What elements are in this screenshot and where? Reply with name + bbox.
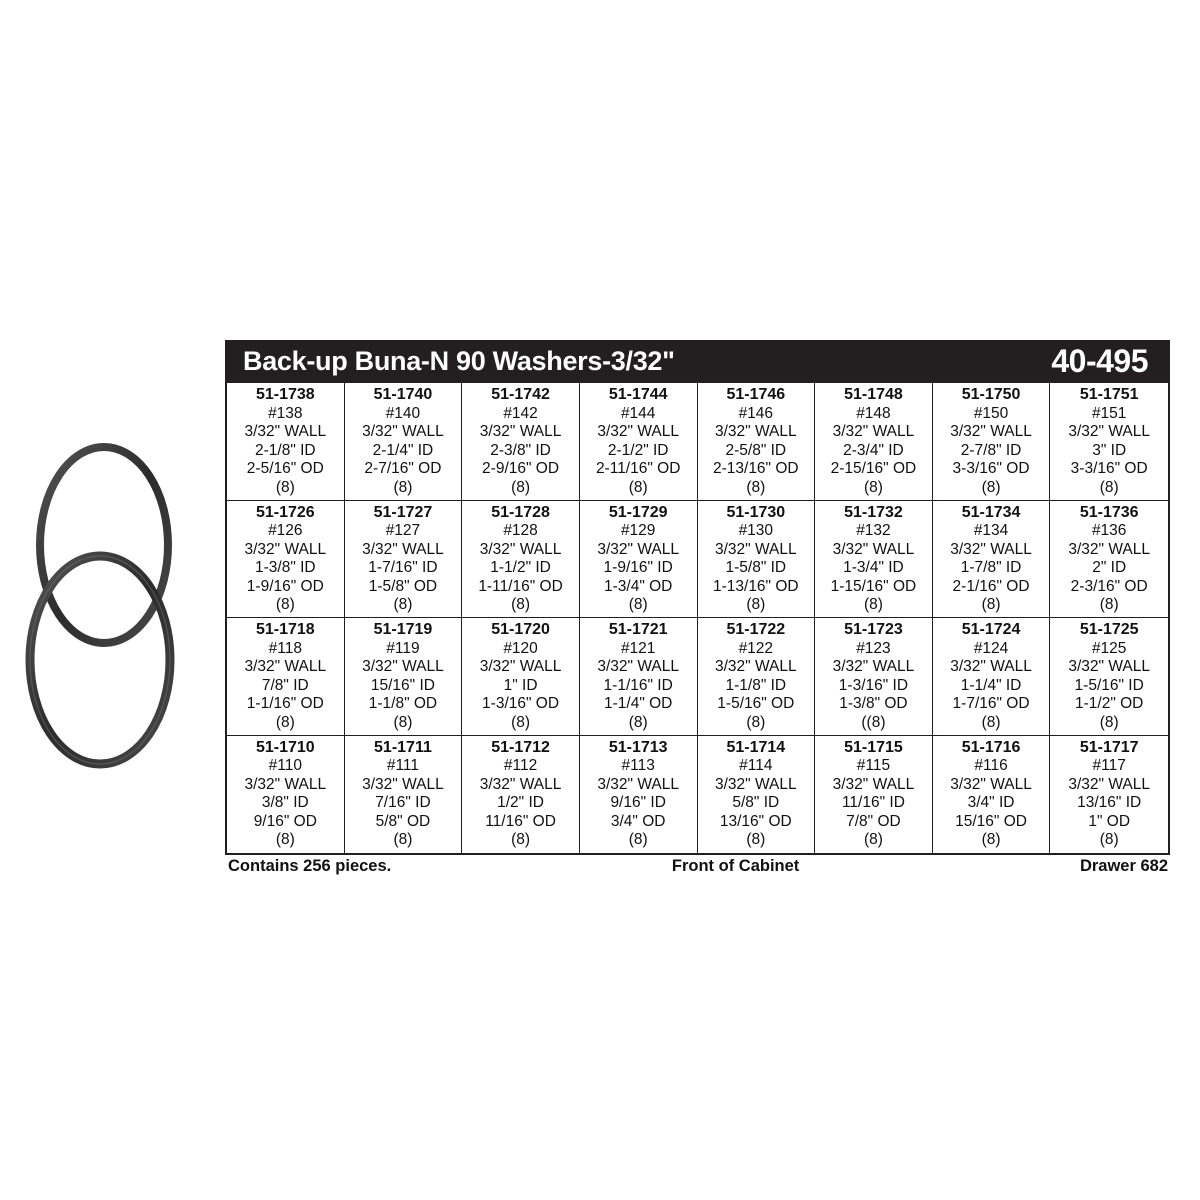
washer-cell: [698, 736, 816, 854]
quantity: (8): [393, 831, 413, 848]
dash-number: #146: [738, 404, 774, 422]
outer-diameter: 1-3/16" OD: [482, 695, 560, 712]
quantity: (8): [746, 831, 766, 848]
dash-number: #136: [1091, 522, 1127, 539]
kit-number: 40-495: [1051, 343, 1148, 379]
outer-diameter: 2-3/16" OD: [1070, 577, 1148, 595]
wall-thickness: 3/32" WALL: [479, 658, 562, 675]
washer-cell: [698, 501, 816, 619]
dash-number: #151: [1091, 404, 1127, 422]
wall-thickness: 3/32" WALL: [479, 775, 562, 793]
dash-number: #111: [386, 757, 420, 774]
quantity: (8): [511, 713, 531, 731]
washer-cell: [1050, 501, 1168, 619]
part-number: 51-1738: [255, 386, 315, 403]
wall-thickness: 3/32" WALL: [832, 423, 915, 440]
wall-thickness: 3/32" WALL: [950, 540, 1032, 558]
drawer-number: Drawer 682: [1079, 857, 1168, 875]
outer-diameter: 1-3/8" OD: [839, 695, 908, 712]
washer-cell: [698, 383, 816, 501]
part-number: 51-1728: [491, 503, 550, 521]
quantity: (8): [511, 831, 531, 848]
wall-thickness: 3/32" WALL: [244, 775, 327, 793]
washer-cell: [580, 383, 698, 501]
inner-diameter: 1-1/4" ID: [960, 676, 1022, 694]
outer-diameter: 9/16" OD: [253, 812, 317, 830]
quantity: (8): [863, 831, 883, 848]
outer-diameter: 1" OD: [1088, 812, 1131, 830]
outer-diameter: 2-7/16" OD: [364, 460, 442, 477]
dash-number: #112: [503, 757, 538, 774]
part-number: 51-1744: [608, 386, 668, 403]
quantity: (8): [275, 478, 295, 496]
part-number: 51-1730: [726, 503, 786, 521]
chart-footer: [225, 855, 1170, 876]
dash-number: #126: [268, 522, 303, 539]
dash-number: #121: [620, 639, 656, 657]
wall-thickness: 3/32" WALL: [715, 540, 797, 558]
quantity: (8): [863, 478, 883, 496]
quantity: (8): [746, 478, 766, 496]
washer-cell: [462, 736, 580, 854]
wall-thickness: 3/32" WALL: [244, 658, 327, 675]
dash-number: #127: [385, 522, 421, 539]
wall-thickness: 3/32" WALL: [832, 775, 915, 793]
dash-number: #128: [503, 522, 538, 539]
quantity: (8): [628, 713, 648, 731]
quantity: (8): [863, 596, 883, 613]
wall-thickness: 3/32" WALL: [950, 658, 1032, 675]
inner-diameter: 2-7/8" ID: [960, 441, 1022, 459]
wall-thickness: 3/32" WALL: [715, 423, 797, 440]
wall-thickness: 3/32" WALL: [362, 775, 444, 793]
outer-diameter: 1-7/16" OD: [952, 695, 1030, 712]
outer-diameter: 1-5/16" OD: [717, 695, 795, 712]
drawer-label-chart: [225, 340, 1170, 876]
washer-cell: [1050, 736, 1168, 854]
part-number: 51-1732: [844, 503, 903, 521]
wall-thickness: 3/32" WALL: [362, 658, 444, 675]
washer-cell: [345, 501, 463, 619]
quantity: (8): [275, 713, 295, 731]
inner-diameter: 2-3/4" ID: [843, 441, 904, 459]
inner-diameter: 1-7/8" ID: [960, 559, 1022, 576]
dash-number: #116: [974, 757, 1008, 774]
outer-diameter: 1-1/8" OD: [368, 695, 438, 712]
washer-cell: [345, 383, 463, 501]
washer-cell: [1050, 618, 1168, 736]
quantity: (8): [981, 596, 1001, 613]
dash-number: #117: [1092, 757, 1126, 774]
quantity: (8): [1099, 713, 1119, 731]
inner-diameter: 2-5/8" ID: [725, 441, 787, 459]
wall-thickness: 3/32" WALL: [950, 775, 1032, 793]
outer-diameter: 2-13/16" OD: [712, 460, 799, 477]
washer-cell: [933, 736, 1051, 854]
washer-rings-icon: [18, 440, 188, 780]
outer-diameter: 1-3/4" OD: [603, 577, 673, 595]
washer-cell: [698, 618, 816, 736]
washer-cell: [933, 383, 1051, 501]
inner-diameter: 2-3/8" ID: [490, 441, 551, 459]
wall-thickness: 3/32" WALL: [950, 423, 1032, 440]
part-number: 51-1714: [726, 738, 786, 756]
dash-number: #150: [973, 404, 1009, 422]
washer-cell: [815, 736, 933, 854]
inner-diameter: 9/16" ID: [610, 794, 666, 811]
back-washer-ring: [40, 447, 168, 643]
dash-number: #125: [1091, 639, 1127, 657]
dash-number: #119: [386, 639, 420, 657]
part-number: 51-1742: [491, 386, 550, 403]
outer-diameter: 1-1/16" OD: [246, 695, 324, 712]
dash-number: #132: [856, 522, 891, 539]
wall-thickness: 3/32" WALL: [362, 540, 444, 558]
washer-cell: [227, 383, 345, 501]
washer-cell: [815, 383, 933, 501]
inner-diameter: 3" ID: [1092, 441, 1127, 459]
part-number: 51-1724: [961, 621, 1021, 638]
dash-number: #113: [621, 757, 655, 774]
outer-diameter: 2-15/16" OD: [830, 460, 917, 477]
washer-cell: [227, 736, 345, 854]
part-number: 51-1710: [255, 738, 315, 756]
outer-diameter: 1-15/16" OD: [830, 577, 917, 595]
washer-cell: [227, 501, 345, 619]
outer-diameter: 13/16" OD: [719, 812, 792, 830]
washer-cell: [462, 501, 580, 619]
washer-cell: [227, 618, 345, 736]
inner-diameter: 7/8" ID: [261, 676, 309, 694]
outer-diameter: 2-1/16" OD: [952, 577, 1030, 595]
wall-thickness: 3/32" WALL: [597, 540, 679, 558]
quantity: (8): [746, 713, 766, 731]
outer-diameter: 1-1/4" OD: [603, 695, 673, 712]
washer-cell: [580, 618, 698, 736]
outer-diameter: 3-3/16" OD: [952, 460, 1030, 477]
inner-diameter: 1-5/8" ID: [725, 559, 787, 576]
part-number: 51-1734: [961, 503, 1021, 521]
part-number: 51-1750: [961, 386, 1021, 403]
inner-diameter: 2-1/2" ID: [607, 441, 669, 459]
inner-diameter: 11/16" ID: [841, 794, 905, 811]
inner-diameter: 1/2" ID: [497, 794, 544, 811]
front-washer-ring: [30, 556, 170, 764]
washer-cell: [345, 618, 463, 736]
part-number: 51-1720: [491, 621, 550, 638]
cabinet-location: Front of Cabinet: [671, 857, 800, 875]
part-number: 51-1718: [255, 621, 315, 638]
quantity: (8): [981, 831, 1001, 848]
outer-diameter: 1-9/16" OD: [246, 577, 324, 595]
washer-cell: [345, 736, 463, 854]
inner-diameter: 3/4" ID: [967, 794, 1015, 811]
quantity: (8): [511, 596, 531, 613]
dash-number: #114: [739, 757, 773, 774]
quantity: (8): [746, 596, 766, 613]
inner-diameter: 1" ID: [503, 676, 538, 694]
part-number: 51-1715: [844, 738, 903, 756]
washer-cell: [580, 736, 698, 854]
inner-diameter: 1-1/8" ID: [725, 676, 787, 694]
dash-number: #138: [268, 404, 303, 422]
quantity: (8): [981, 478, 1001, 496]
quantity: (8): [275, 596, 295, 613]
part-number: 51-1712: [491, 738, 550, 756]
wall-thickness: 3/32" WALL: [832, 658, 915, 675]
inner-diameter: 1-9/16" ID: [603, 559, 673, 576]
inner-diameter: 5/8" ID: [732, 794, 780, 811]
washer-cell: [815, 501, 933, 619]
dash-number: #118: [268, 639, 302, 657]
quantity: (8): [1099, 596, 1119, 613]
part-number: 51-1723: [844, 621, 903, 638]
inner-diameter: 1-3/8" ID: [254, 559, 316, 576]
dash-number: #130: [738, 522, 774, 539]
part-number: 51-1751: [1079, 386, 1139, 403]
quantity: (8): [393, 596, 413, 613]
washer-cell: [933, 618, 1051, 736]
inner-diameter: 2-1/8" ID: [254, 441, 316, 459]
wall-thickness: 3/32" WALL: [1068, 423, 1150, 440]
outer-diameter: 5/8" OD: [375, 812, 431, 830]
outer-diameter: 3/4" OD: [610, 812, 666, 830]
quantity: (8): [393, 478, 413, 496]
part-number: 51-1722: [726, 621, 786, 638]
washer-cell: [815, 618, 933, 736]
inner-diameter: 15/16" ID: [370, 676, 435, 694]
inner-diameter: 2" ID: [1092, 559, 1127, 576]
inner-diameter: 3/8" ID: [261, 794, 309, 811]
part-number: 51-1740: [373, 386, 433, 403]
part-number: 51-1727: [373, 503, 433, 521]
wall-thickness: 3/32" WALL: [244, 423, 327, 440]
dash-number: #122: [738, 639, 774, 657]
part-number: 51-1746: [726, 386, 786, 403]
dash-number: #115: [856, 757, 891, 774]
wall-thickness: 3/32" WALL: [715, 658, 797, 675]
wall-thickness: 3/32" WALL: [244, 540, 327, 558]
quantity: (8): [628, 478, 648, 496]
outer-diameter: 7/8" OD: [846, 812, 901, 830]
wall-thickness: 3/32" WALL: [597, 423, 679, 440]
outer-diameter: 2-9/16" OD: [482, 460, 560, 477]
dash-number: #142: [503, 404, 538, 422]
part-number: 51-1713: [608, 738, 668, 756]
dash-number: #110: [268, 757, 302, 774]
inner-diameter: 13/16" ID: [1077, 794, 1142, 811]
quantity: (8): [1099, 831, 1119, 848]
quantity: ((8): [861, 713, 886, 731]
washer-cell: [933, 501, 1051, 619]
part-number: 51-1721: [608, 621, 668, 638]
piece-count: Contains 256 pieces.: [228, 857, 392, 875]
washer-cell: [1050, 383, 1168, 501]
quantity: (8): [393, 713, 413, 731]
chart-header: [225, 340, 1170, 383]
wall-thickness: 3/32" WALL: [362, 423, 444, 440]
dash-number: #140: [385, 404, 421, 422]
part-number: 51-1711: [374, 738, 432, 756]
dash-number: #144: [620, 404, 656, 422]
wall-thickness: 3/32" WALL: [1068, 775, 1150, 793]
part-number: 51-1717: [1079, 738, 1139, 756]
part-number: 51-1748: [844, 386, 903, 403]
outer-diameter: 15/16" OD: [955, 812, 1027, 830]
chart-title: Back-up Buna-N 90 Washers-3/32": [243, 346, 675, 376]
inner-diameter: 1-1/16" ID: [603, 676, 673, 694]
inner-diameter: 1-3/4" ID: [843, 559, 904, 576]
quantity: (8): [275, 831, 295, 848]
wall-thickness: 3/32" WALL: [715, 775, 797, 793]
outer-diameter: 2-11/16" OD: [595, 460, 681, 477]
inner-diameter: 1-1/2" ID: [490, 559, 551, 576]
dash-number: #129: [620, 522, 656, 539]
outer-diameter: 2-5/16" OD: [246, 460, 324, 477]
quantity: (8): [981, 713, 1001, 731]
outer-diameter: 11/16" OD: [485, 812, 556, 830]
quantity: (8): [628, 596, 648, 613]
washer-cell: [462, 618, 580, 736]
part-number: 51-1719: [373, 621, 433, 638]
wall-thickness: 3/32" WALL: [1068, 540, 1150, 558]
outer-diameter: 1-11/16" OD: [478, 577, 563, 595]
inner-diameter: 1-3/16" ID: [838, 676, 909, 694]
part-number: 51-1726: [255, 503, 315, 521]
part-number: 51-1736: [1079, 503, 1139, 521]
washer-cell: [580, 501, 698, 619]
wall-thickness: 3/32" WALL: [832, 540, 915, 558]
quantity: (8): [511, 478, 531, 496]
outer-diameter: 1-13/16" OD: [712, 577, 799, 595]
outer-diameter: 3-3/16" OD: [1070, 460, 1148, 477]
outer-diameter: 1-1/2" OD: [1074, 695, 1144, 712]
outer-diameter: 1-5/8" OD: [368, 577, 438, 595]
washer-cell: [462, 383, 580, 501]
inner-diameter: 1-7/16" ID: [368, 559, 438, 576]
dash-number: #123: [856, 639, 891, 657]
washer-grid: [225, 383, 1170, 855]
inner-diameter: 1-5/16" ID: [1074, 676, 1144, 694]
wall-thickness: 3/32" WALL: [479, 540, 562, 558]
dash-number: #134: [973, 522, 1009, 539]
inner-diameter: 2-1/4" ID: [372, 441, 434, 459]
part-number: 51-1716: [961, 738, 1021, 756]
quantity: (8): [628, 831, 648, 848]
wall-thickness: 3/32" WALL: [597, 775, 679, 793]
part-number: 51-1725: [1079, 621, 1139, 638]
part-number: 51-1729: [608, 503, 668, 521]
wall-thickness: 3/32" WALL: [1068, 658, 1150, 675]
wall-thickness: 3/32" WALL: [597, 658, 679, 675]
inner-diameter: 7/16" ID: [375, 794, 431, 811]
dash-number: #148: [856, 404, 891, 422]
dash-number: #124: [973, 639, 1009, 657]
wall-thickness: 3/32" WALL: [479, 423, 562, 440]
quantity: (8): [1099, 478, 1119, 496]
dash-number: #120: [503, 639, 538, 657]
